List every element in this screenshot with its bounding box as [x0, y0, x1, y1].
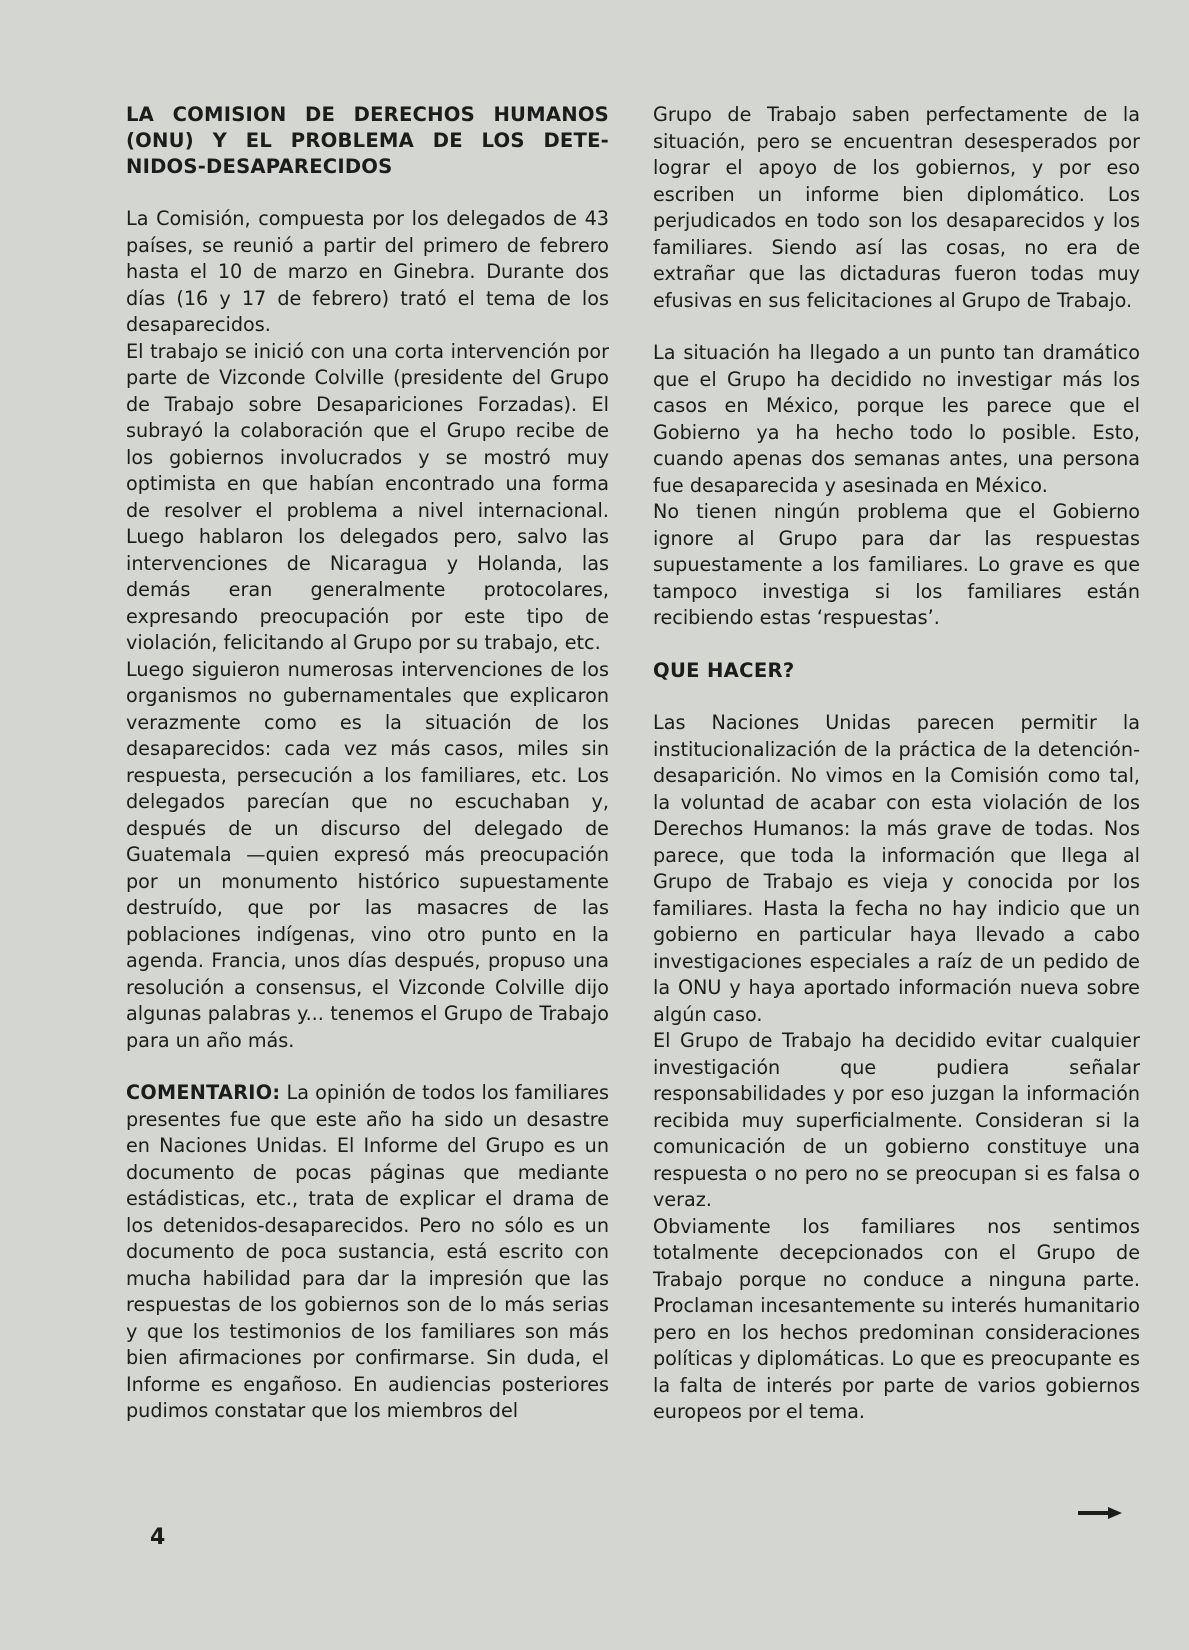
- paragraph-naciones-unidas: Las Naciones Unidas parecen permitir la institucionalización de la práctica de la detención-desaparición. No vimos en la Comisión como tal, la voluntad de acabar con esta violación de los Derechos Humanos: la más grave de todas. Nos parece, que toda la información que llega al Grupo de Trabajo es vieja y conocida por los familiares. Hasta la fecha no hay indicio que un gobierno en particular haya llevado a cabo investigaciones especiales a raíz de un pedido de la ONU y haya aportado información nueva sobre algún caso.: [653, 711, 1140, 1026]
- subheading-que-hacer: QUE HACER?: [653, 658, 795, 682]
- paragraph-comision: La Comisión, compuesta por los delegados de 43 países, se reunió a partir del primero de febrero hasta el 10 de marzo en Ginebra. Durante dos días (16 y 17 de febrero) trató el tema de los desaparecidos.: [126, 207, 609, 336]
- paragraph-decepcionados: Obviamente los familiares nos sentimos totalmente decepcionados con el Grupo de Trabajo porque no conduce a ninguna parte. Proclaman incesantemente su interés humanitario pero en los hechos predominan consideraciones políticas y diplomáticas. Lo que es preocupante es la falta de interés por parte de varios gobiernos europeos por el tema.: [653, 1214, 1140, 1423]
- comentario-text: La opinión de todos los familiares presentes fue que este año ha sido un desastre en Naciones Unidas. El Informe del Grupo es un documento de pocas páginas que mediante estádisticas, etc., trata de explicar el drama de los detenidos-desaparecidos. Pero no sólo es un documento de poca sustancia, está escrito con mucha habilidad para dar la impresión que las respuestas de los gobiernos son de lo más serias y que los testimonios de los familiares son más bien afirmaciones por confirmarse. Sin duda, el Informe es engañoso. En audiencias posteriores pudimos constatar que los miembros del: [126, 1081, 609, 1422]
- article-heading-line-1: LA COMISION DE DERECHOS HUMANOS: [126, 103, 609, 126]
- page-number: 4: [150, 1525, 166, 1550]
- article-heading: [126, 102, 609, 180]
- comentario-label: COMENTARIO:: [126, 1081, 281, 1104]
- paragraph-comentario: [126, 1080, 609, 1425]
- paragraph-respuestas: No tienen ningún problema que el Gobierno ignore al Grupo para dar las respuestas supuestamente a los familiares. Lo grave es que tampoco investiga si los familiares están recibiendo estas ‘respuestas’.: [653, 500, 1140, 629]
- article-heading-line-3: NIDOS-DESAPARECIDOS: [126, 155, 393, 178]
- heading-spacer: [126, 180, 609, 206]
- article-heading-line-2: (ONU) Y EL PROBLEMA DE LOS DETE-: [126, 129, 609, 152]
- paragraph-situacion-mexico: La situación ha llegado a un punto tan dramático que el Grupo ha decidido no investigar más los casos en México, porque les parece que el Gobierno ya ha hecho todo lo posible. Esto, cuando apenas dos semanas antes, una persona fue desaparecida y asesinada en México.: [653, 341, 1140, 497]
- left-column: [126, 102, 609, 1425]
- paragraph-trabajo: El trabajo se inició con una corta intervención por parte de Vizconde Colville (presidente del Grupo de Trabajo sobre Desapariciones Forzadas). El subrayó la colaboración que el Grupo recibe de los gobiernos involucrados y se mostró muy optimista en que habían encontrado una forma de resolver el problema a nivel internacional. Luego hablaron los delegados pero, salvo las intervenciones de Nicaragua y Holanda, las demás eran generalmente protocolares, expresando preocupación por este tipo de violación, felicitando al Grupo por su trabajo, etc.: [126, 339, 609, 654]
- right-column: [653, 102, 1140, 1426]
- paragraph-organismos: Luego siguieron numerosas intervenciones de los organismos no gubernamentales que explicaron verazmente como es la situación de los desaparecidos: cada vez más casos, miles sin respuesta, persecución a los familiares, etc. Los delegados parecían que no escuchaban y, después de un discurso del delegado de Guatemala —quien expresó más preocupación por un monumento histórico supuestamente destruído, que por las masacres de las poblaciones indígenas, vino otro punto en la agenda. Francia, unos días después, propuso una resolución a consensus, el Vizconde Colville dijo algunas palabras y... tenemos el Grupo de Trabajo para un año más.: [126, 657, 609, 1052]
- arrow-right-icon: [1078, 1507, 1122, 1519]
- paragraph-grupo-continued: Grupo de Trabajo saben perfectamente de la situación, pero se encuentran desesperados por lograr el apoyo de los gobiernos, y por eso escriben un informe bien diplomático. Los perjudicados en todo son los desaparecidos y los familiares. Siendo así las cosas, no era de extrañar que las dictaduras fueron todas muy efusivas en sus felicitaciones al Grupo de Trabajo.: [653, 103, 1140, 312]
- paragraph-evitar-investigacion: El Grupo de Trabajo ha decidido evitar cualquier investigación que pudiera señalar responsabilidades y por eso juzgan la información recibida muy superficialmente. Consideran si la comunicación de un gobierno constituye una respuesta o no pero no se preocupan si es falsa o veraz.: [653, 1029, 1140, 1211]
